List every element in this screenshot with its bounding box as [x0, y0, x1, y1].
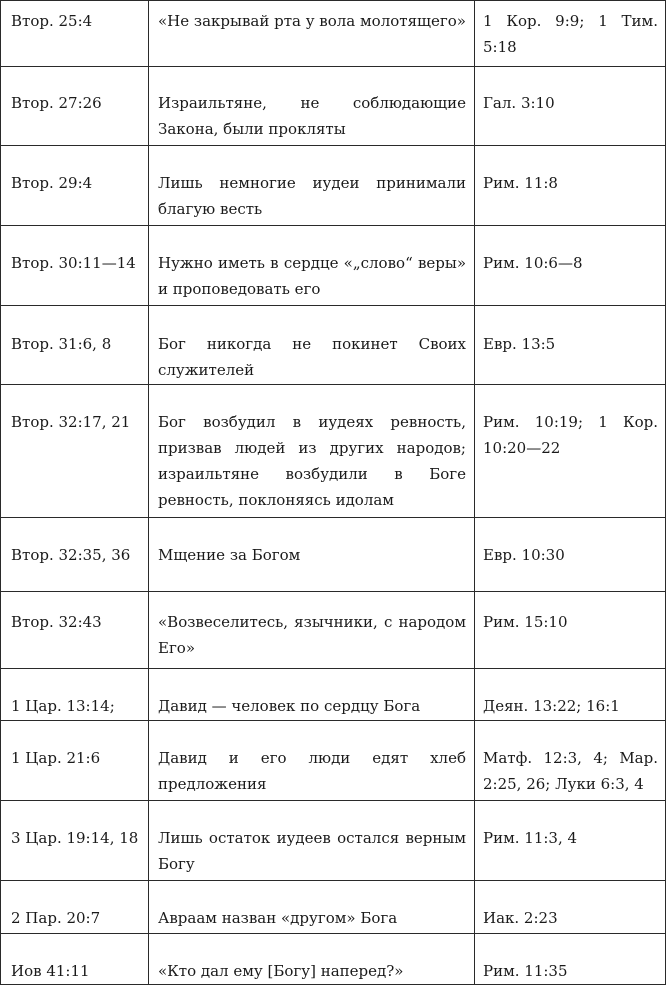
- old-testament-reference: 3 Цар. 19:14, 18: [1, 801, 149, 881]
- new-testament-reference: Рим. 10:19; 1 Кор. 10:20—22: [475, 385, 666, 518]
- old-testament-reference: Втор. 32:43: [1, 592, 149, 669]
- new-testament-reference: Гал. 3:10: [475, 67, 666, 146]
- table-row: [1, 146, 666, 226]
- new-testament-reference: Рим. 11:3, 4: [475, 801, 666, 881]
- quotation-description: «Кто дал ему [Богу] наперед?»: [149, 934, 475, 985]
- quotation-description: Лишь немногие иудеи принимали благую весть: [149, 146, 475, 226]
- quotation-description: Давид — человек по сердцу Бога: [149, 669, 475, 721]
- quotation-description: Мщение за Богом: [149, 518, 475, 592]
- table-row: [1, 226, 666, 306]
- new-testament-reference: Евр. 10:30: [475, 518, 666, 592]
- table-row: [1, 518, 666, 592]
- old-testament-reference: 1 Цар. 21:6: [1, 721, 149, 801]
- new-testament-reference: Рим. 11:8: [475, 146, 666, 226]
- table-row: [1, 67, 666, 146]
- table-row: [1, 881, 666, 934]
- old-testament-reference: Иов 41:11: [1, 934, 149, 985]
- old-testament-reference: Втор. 32:35, 36: [1, 518, 149, 592]
- table-row: [1, 801, 666, 881]
- table-row: [1, 592, 666, 669]
- quotation-description: Бог никогда не покинет Своих служителей: [149, 306, 475, 385]
- old-testament-reference: Втор. 25:4: [1, 1, 149, 67]
- quotation-description: Давид и его люди едят хлеб предложения: [149, 721, 475, 801]
- new-testament-reference: Матф. 12:3, 4; Мар. 2:25, 26; Луки 6:3, 4: [475, 721, 666, 801]
- table-row: [1, 1, 666, 67]
- old-testament-reference: Втор. 27:26: [1, 67, 149, 146]
- quotation-description: Израильтяне, не соблюдающие Закона, были прокляты: [149, 67, 475, 146]
- new-testament-reference: Евр. 13:5: [475, 306, 666, 385]
- quotation-description: Бог возбудил в иудеях ревность, призвав людей из других народов; израильтяне возбудили в Боге ревность, поклоняясь идолам: [149, 385, 475, 518]
- old-testament-reference: Втор. 29:4: [1, 146, 149, 226]
- new-testament-reference: Иак. 2:23: [475, 881, 666, 934]
- old-testament-reference: Втор. 30:11—14: [1, 226, 149, 306]
- quotation-description: «Не закрывай рта у вола молотящего»: [149, 1, 475, 67]
- table-row: [1, 934, 666, 985]
- quotation-description: Авраам назван «другом» Бога: [149, 881, 475, 934]
- old-testament-reference: 2 Пар. 20:7: [1, 881, 149, 934]
- quotation-description: Нужно иметь в сердце «„слово“ веры» и проповедовать его: [149, 226, 475, 306]
- quotation-description: «Возвеселитесь, язычники, с народом Его»: [149, 592, 475, 669]
- new-testament-reference: Рим. 10:6—8: [475, 226, 666, 306]
- table-row: [1, 306, 666, 385]
- table-row: [1, 669, 666, 721]
- old-testament-reference: Втор. 32:17, 21: [1, 385, 149, 518]
- table-row: [1, 385, 666, 518]
- new-testament-reference: 1 Кор. 9:9; 1 Тим. 5:18: [475, 1, 666, 67]
- old-testament-reference: Втор. 31:6, 8: [1, 306, 149, 385]
- table-row: [1, 721, 666, 801]
- new-testament-reference: Рим. 11:35: [475, 934, 666, 985]
- quotation-description: Лишь остаток иудеев остался верным Богу: [149, 801, 475, 881]
- new-testament-reference: Рим. 15:10: [475, 592, 666, 669]
- old-testament-reference: 1 Цар. 13:14;: [1, 669, 149, 721]
- new-testament-reference: Деян. 13:22; 16:1: [475, 669, 666, 721]
